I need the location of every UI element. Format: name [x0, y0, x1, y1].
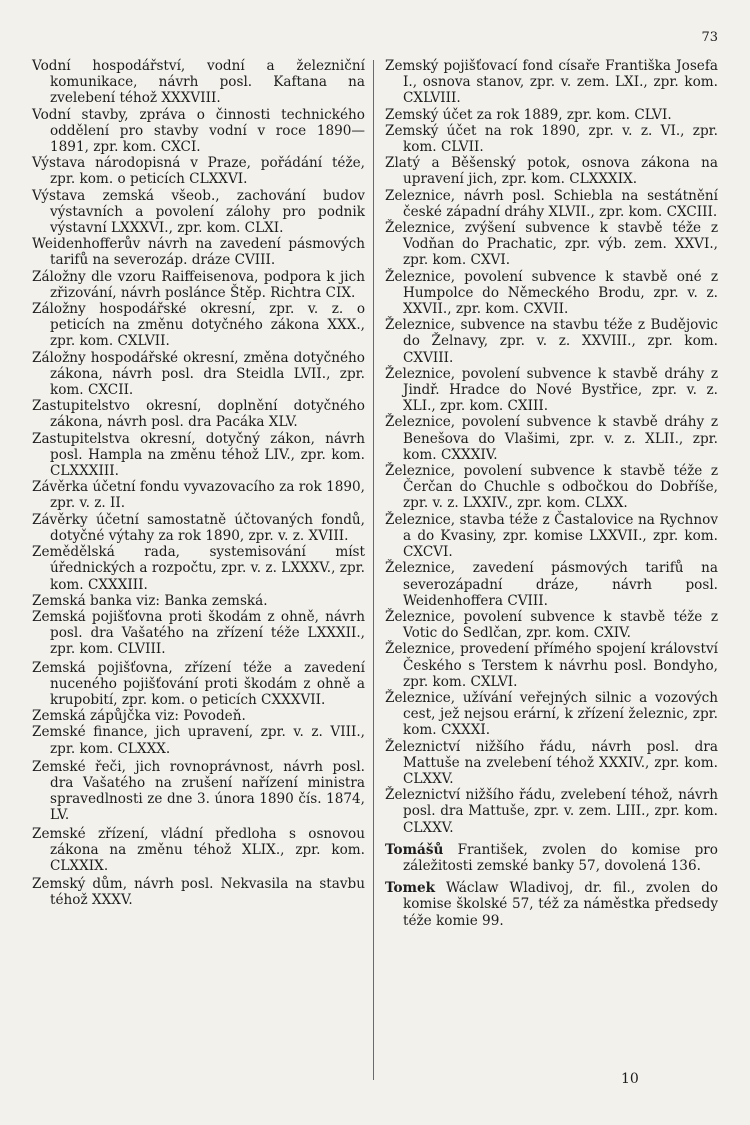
person-name: Tomášů: [385, 841, 444, 858]
page-number: 73: [701, 30, 718, 45]
index-entry: Železnictví nižšího řádu, zvelebení téhož, návrh posl. dra Mattuše, zpr. v. zem. LIII., zpr. kom. CLXXV.: [385, 787, 718, 836]
index-entry: Zemská zápůjčka viz: Povodeň.: [32, 708, 246, 725]
index-entry: Záložny dle vzoru Raiffeisenova, podpora k jich zřizování, návrh poslánce Štěp. Richtra CIX.: [32, 268, 365, 301]
index-entry: Zemědělská rada, systemisování míst úřednických a rozpočtu, zpr. v. z. LXXXV., zpr. kom. CXXXIII.: [32, 544, 365, 593]
index-entry: Závěrky účetní samostatně účtovaných fondů, dotyčné výtahy za rok 1890, zpr. v. z. XVIII.: [32, 511, 365, 544]
person-entry: [385, 842, 718, 874]
index-entry: Záložny hospodářské okresní, změna dotyčného zákona, návrh posl. dra Steidla LVII., zpr. kom. CXCII.: [32, 349, 365, 399]
index-entry: Železnice, provedení přímého spojení království Českého s Terstem k návrhu posl. Bondyho, zpr. kom. CXLVI.: [385, 641, 718, 690]
index-entry: Železnice, užívání veřejných silnic a vozových cest, jež nejsou erární, k zřízení železnic, zpr. kom. CXXXI.: [385, 689, 718, 739]
index-entry: Železnice, zavedení pásmových tarifů na severozápadní dráze, návrh posl. Weidenhoffera CVIII.: [385, 560, 718, 609]
index-entry: Zlatý a Běšenský potok, osnova zákona na upravení jich, zpr. kom. CLXXXIX.: [385, 155, 718, 188]
index-entry: Zastupitelstvo okresní, doplnění dotyčného zákona, návrh posl. dra Pacáka XLV.: [32, 398, 365, 431]
index-entry: Weidenhofferův návrh na zavedení pásmových tarifů na severozáp. dráze CVIII.: [32, 236, 365, 269]
index-entry: Vodní hospodářství, vodní a železniční komunikace, návrh posl. Kaftana na zvelebení téhož XXXVIII.: [32, 58, 365, 107]
index-entry: Vodní stavby, zpráva o činnosti technického oddělení pro stavby vodní v roce 1890—1891, zpr. kom. CXCI.: [32, 106, 365, 156]
index-entry: Zemské zřízení, vládní předloha s osnovou zákona na změnu téhož XLIX., zpr. kom. CLXXIX.: [32, 825, 365, 874]
index-entry: Železnice, povolení subvence k stavbě téže z Čerčan do Chuchle s odbočkou do Dobříše, zpr. v. z. LXXIV., zpr. kom. CLXX.: [385, 463, 718, 512]
footer-number: 10: [621, 1071, 639, 1087]
index-entry: Železnictví nižšího řádu, návrh posl. dra Mattuše na zvelebení téhož XXXIV., zpr. kom. CLXXV.: [385, 738, 718, 787]
index-entry: Závěrka účetní fondu vyvazovacího za rok 1890, zpr. v. z. II.: [32, 479, 365, 512]
person-details: František, zvolen do komise pro záležitosti zemské banky 57, dovolená 136.: [403, 841, 718, 874]
index-entry: Železnice, povolení subvence k stavbě oné z Humpolce do Německého Brodu, zpr. v. z. XXVII., zpr. kom. CXVII.: [385, 268, 718, 318]
index-entry: Zemský pojišťovací fond císaře Františka Josefa I., osnova stanov, zpr. v. zem. LXI., zpr. kom. CXLVIII.: [385, 58, 718, 107]
index-entry: Zastupitelstva okresní, dotyčný zákon, návrh posl. Hampla na změnu téhož LIV., zpr. kom. CLXXXIII.: [32, 430, 365, 480]
index-entry: Zeleznice, návrh posl. Schiebla na sestátnění české západní dráhy XLVII., zpr. kom. CXCIII.: [385, 187, 718, 220]
person-name: Tomek: [385, 880, 436, 897]
person-details: Wáclaw Wladivoj, dr. fil., zvolen do komise školské 57, též za náměstka předsedy téže komie 99.: [403, 880, 718, 929]
left-column: [32, 58, 365, 909]
index-entry: Železnice, povolení subvence k stavbě téže z Votic do Sedlčan, zpr. kom. CXIV.: [385, 608, 718, 642]
index-entry: Železnice, povolení subvence k stavbě dráhy z Jindř. Hradce do Nové Bystřice, zpr. v. z. XLI., zpr. kom. CXIII.: [385, 365, 718, 415]
index-entry: Zemská pojišťovna, zřízení téže a zavedení nuceného pojišťování proti škodám z ohně a krupobití, zpr. kom. o peticích CXXXVII.: [32, 659, 365, 708]
index-entry: Výstava národopisná v Praze, pořádání téže, zpr. kom. o peticích CLXXVI.: [32, 155, 365, 188]
index-entry: Železnice, zvýšení subvence k stavbě téže z Vodňan do Prachatic, zpr. výb. zem. XXVI., zpr. kom. CXVI.: [385, 220, 718, 269]
index-entry: Zemský účet za rok 1889, zpr. kom. CLVI.: [385, 106, 672, 123]
column-divider: [373, 60, 374, 1080]
person-entry: [385, 880, 718, 929]
index-entry: Záložny hospodářské okresní, zpr. v. z. o peticích na změnu dotyčného zákona XXX., zpr. kom. CXLVII.: [32, 301, 365, 350]
index-entry: Zemská pojišťovna proti škodám z ohně, návrh posl. dra Vašatého na zřízení téže LXXXII., zpr. kom. CLVIII.: [32, 608, 365, 658]
index-entry: Výstava zemská všeob., zachování budov výstavních a povolení zálohy pro podnik výstavní LXXXVI., zpr. kom. CLXI.: [32, 187, 365, 237]
index-entry: Železnice, subvence na stavbu téže z Budějovic do Želnavy, zpr. v. z. XXVIII., zpr. kom. CXVIII.: [385, 317, 718, 366]
index-entry: Zemská banka viz: Banka zemská.: [32, 592, 268, 609]
index-entry: Železnice, stavba téže z Častalovice na Rychnov a do Kvasiny, zpr. komise LXXVII., zpr. kom. CXCVI.: [385, 511, 718, 561]
index-entry: Zemské finance, jich upravení, zpr. v. z. VIII., zpr. kom. CLXXX.: [32, 724, 365, 757]
index-entry: Zemský dům, návrh posl. Nekvasila na stavbu téhož XXXV.: [32, 876, 365, 909]
right-column: [385, 58, 718, 929]
index-entry: Zemské řeči, jich rovnoprávnost, návrh posl. dra Vašatého na zrušení nařízení ministra spravedlnosti ze dne 3. února 1890 čís. 1874, LV.: [32, 758, 365, 824]
index-entry: Železnice, povolení subvence k stavbě dráhy z Benešova do Vlašimi, zpr. v. z. XLII., zpr. kom. CXXXIV.: [385, 414, 718, 463]
index-entry: Zemský účet na rok 1890, zpr. v. z. VI., zpr. kom. CLVII.: [385, 122, 718, 156]
